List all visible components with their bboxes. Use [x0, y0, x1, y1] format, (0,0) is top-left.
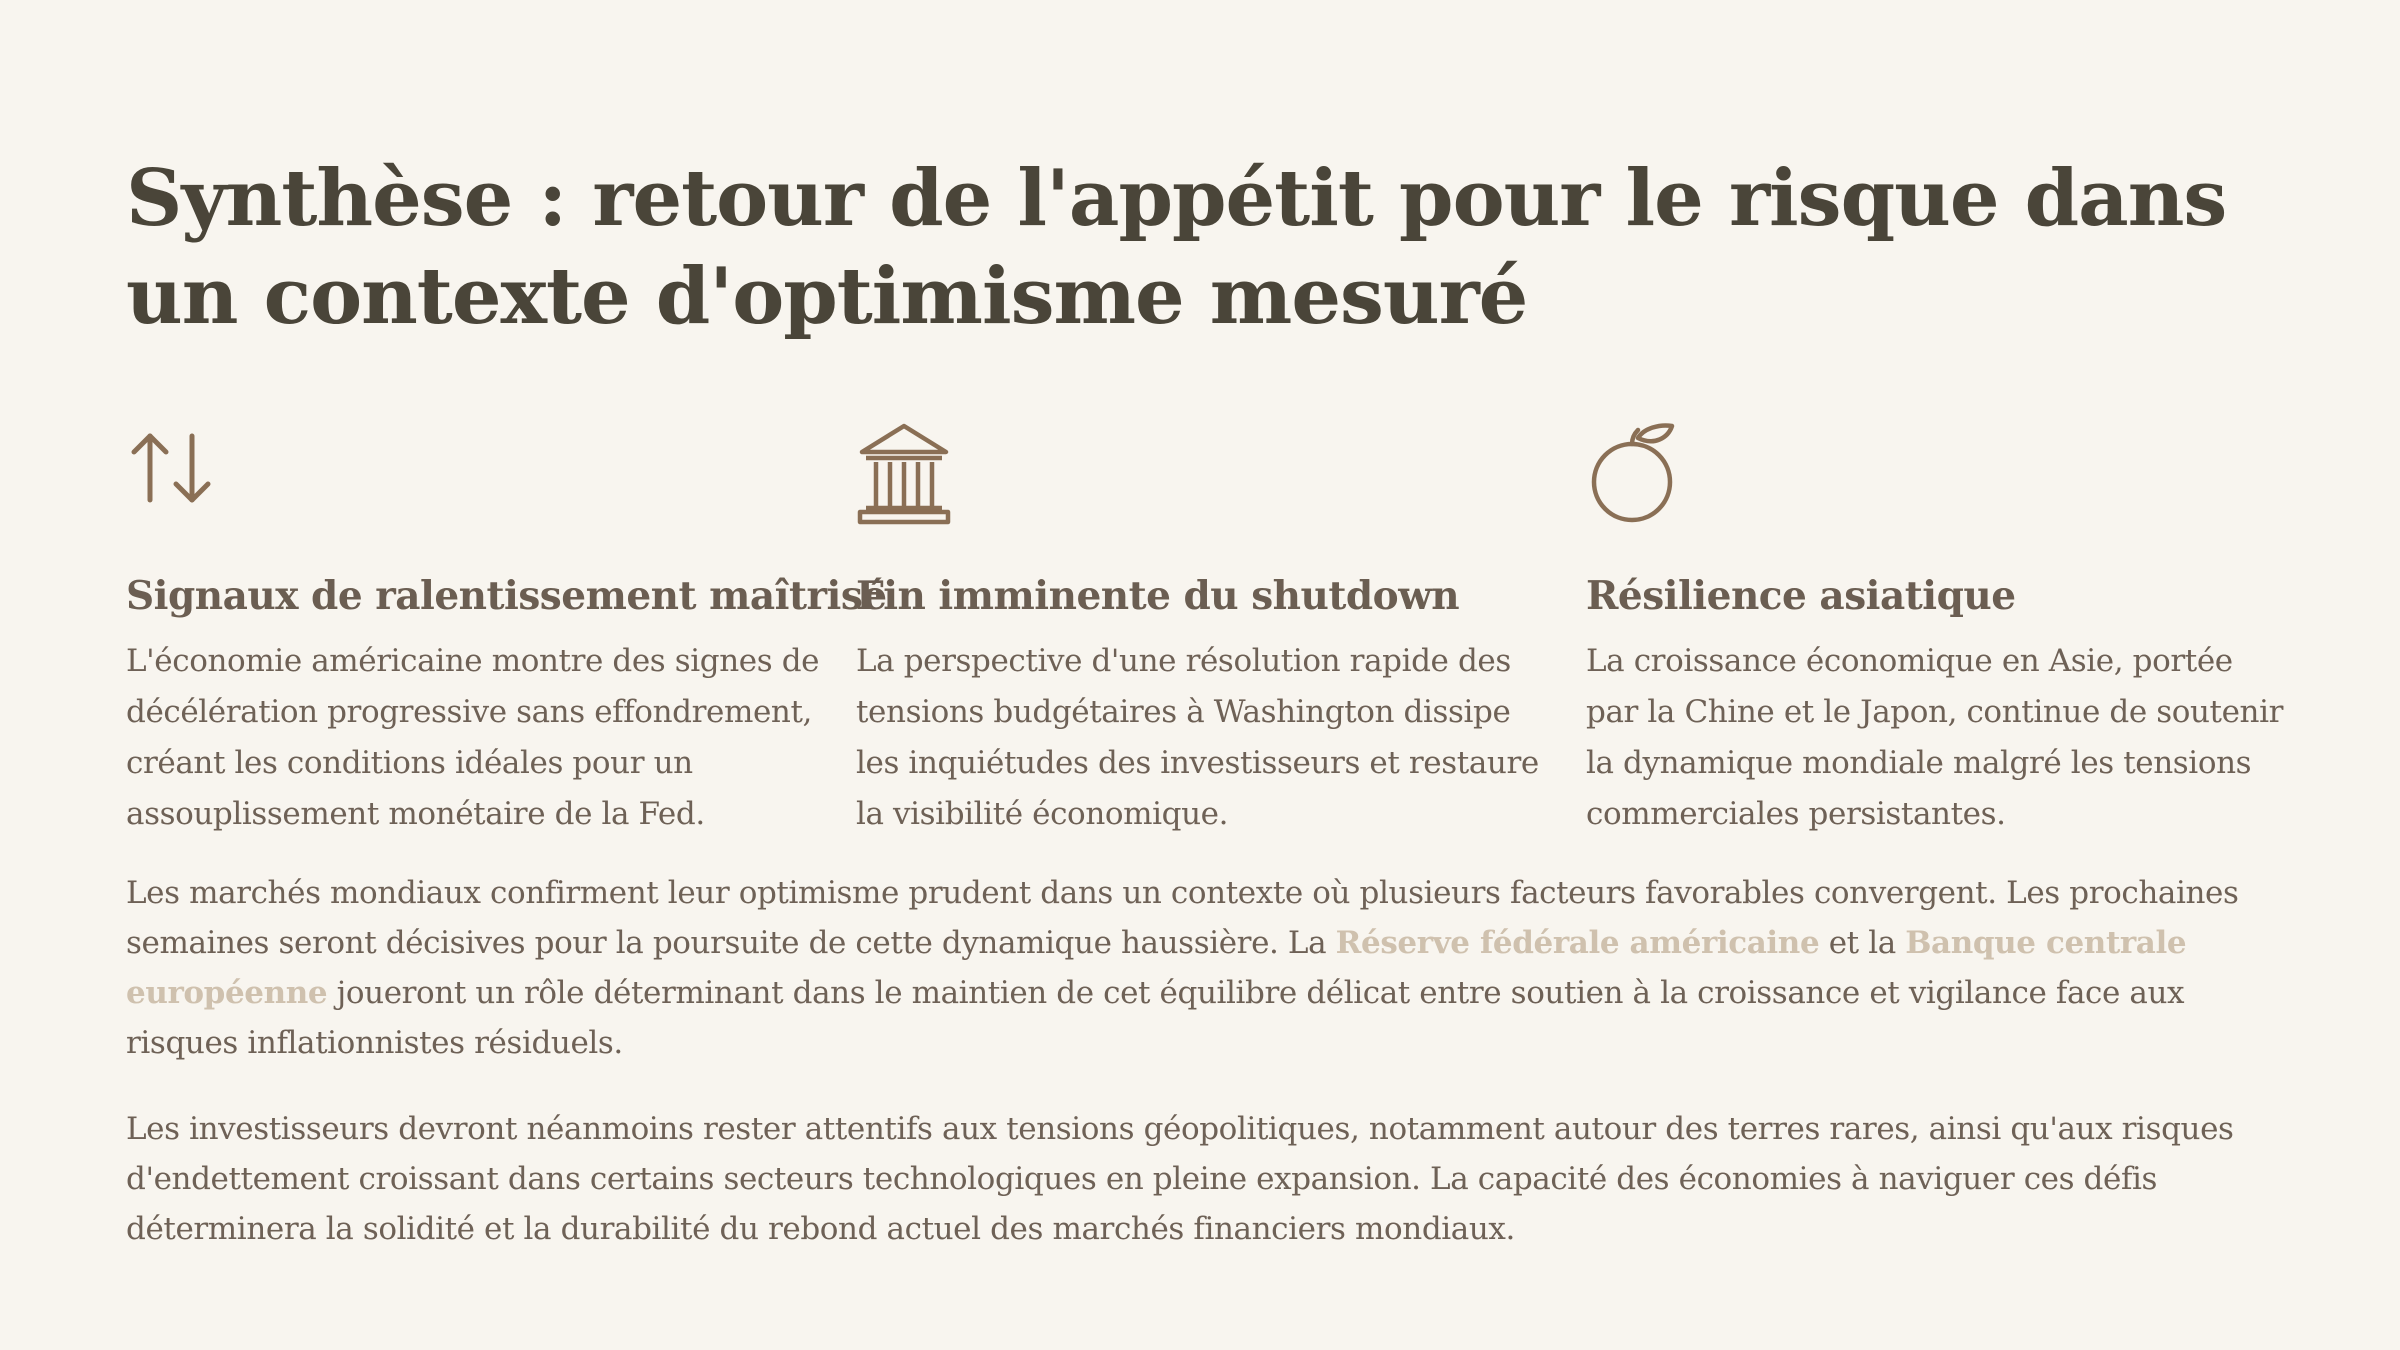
bank-building-icon: [856, 422, 1586, 526]
paragraph-text: et la: [1819, 925, 1906, 961]
column-heading: Fin imminente du shutdown: [856, 573, 1460, 619]
column-shutdown: [856, 422, 1586, 840]
columns: [126, 422, 2284, 840]
up-down-arrows-icon: [126, 422, 856, 526]
column-text: L'économie américaine montre des signes de décélération progressive sans effondrement, créant les conditions idéales pour un assouplissement monétaire de la Fed.: [126, 643, 820, 832]
column-slowdown: [126, 422, 887, 840]
highlight-ecb: Banque centrale européenne: [126, 925, 2187, 1011]
column-heading: Résilience asiatique: [1586, 573, 2016, 619]
column-text: La perspective d'une résolution rapide des tensions budgétaires à Washington dissipe les inquiétudes des investisseurs et restaure la visibilité économique.: [856, 643, 1539, 832]
page-title: Synthèse : retour de l'appétit pour le risque dans un contexte d'optimisme mesuré: [126, 153, 2227, 342]
paragraph-text: Les marchés mondiaux confirment leur optimisme prudent dans un contexte où plusieurs facteurs favorables convergent. Les prochaines semaines seront décisives pour la poursuite de cette dynamique haussière. La: [126, 875, 2239, 961]
orange-fruit-icon: [1586, 422, 2316, 526]
highlight-fed: Réserve fédérale américaine: [1335, 925, 1820, 961]
outlook-paragraph: Les investisseurs devront néanmoins rester attentifs aux tensions géopolitiques, notamment autour des terres rares, ainsi qu'aux risques d'endettement croissant dans certains secteurs technologiques en pleine expansion. La capacité des économies à naviguer ces défis déterminera la solidité et la durabilité du rebond actuel des marchés financiers mondiaux.: [126, 1111, 2234, 1247]
paragraph-text: joueront un rôle déterminant dans le maintien de cet équilibre délicat entre soutien à la croissance et vigilance face aux risques inflationnistes résiduels.: [126, 975, 2185, 1061]
column-text: La croissance économique en Asie, portée par la Chine et le Japon, continue de soutenir la dynamique mondiale malgré les tensions commerciales persistantes.: [1586, 643, 2284, 832]
column-heading: Signaux de ralentissement maîtrisé: [126, 573, 887, 619]
column-asia: [1586, 422, 2316, 840]
summary-paragraph: [126, 868, 2274, 1068]
